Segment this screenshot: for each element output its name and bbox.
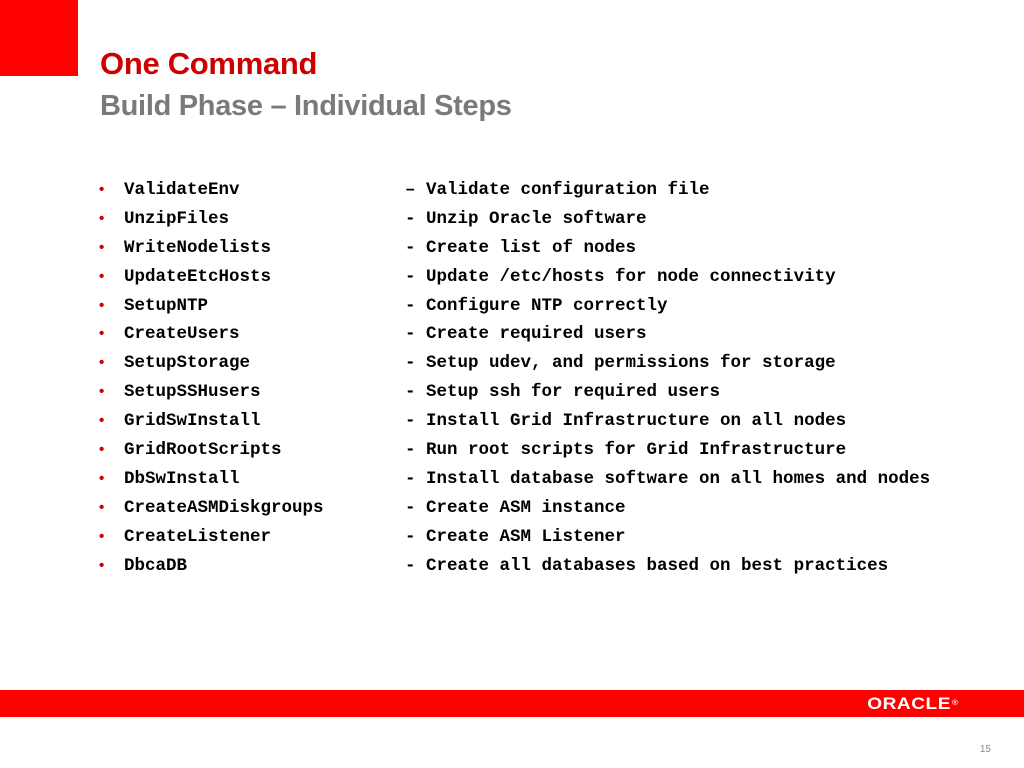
step-description: - Setup udev, and permissions for storage: [405, 353, 836, 374]
step-description: - Create ASM Listener: [405, 526, 626, 547]
step-name: SetupStorage: [124, 353, 251, 374]
bullet-icon: •: [99, 181, 105, 198]
step-description: - Install Grid Infrastructure on all nodes: [405, 411, 847, 432]
step-description: - Run root scripts for Grid Infrastructure: [405, 440, 847, 461]
step-name: ValidateEnv: [124, 180, 240, 200]
step-name: GridSwInstall: [124, 411, 261, 432]
oracle-logo: [867, 694, 958, 714]
bullet-icon: •: [99, 412, 105, 430]
step-name: WriteNodelists: [124, 237, 272, 258]
step-description: - Create list of nodes: [405, 237, 637, 258]
slide-subtitle: Build Phase – Individual Steps: [100, 90, 512, 122]
step-description: - Update /etc/hosts for node connectivity: [405, 266, 836, 287]
step-name: DbSwInstall: [124, 468, 240, 489]
step-name: GridRootScripts: [124, 440, 282, 461]
bullet-icon: •: [99, 267, 105, 285]
bullet-icon: •: [99, 498, 105, 516]
step-description: - Install database software on all homes and nodes: [405, 468, 931, 489]
bullet-icon: •: [99, 209, 105, 227]
bullet-icon: •: [99, 354, 105, 372]
step-description: - Unzip Oracle software: [405, 208, 647, 229]
step-name: UpdateEtcHosts: [124, 266, 272, 287]
step-name: DbcaDB: [124, 555, 188, 576]
step-name: SetupNTP: [124, 295, 209, 316]
page-number: 15: [979, 744, 991, 755]
bullet-icon: •: [99, 441, 105, 459]
step-name: CreateListener: [124, 526, 272, 547]
step-description: - Setup ssh for required users: [405, 382, 721, 403]
footer-bar: [0, 690, 1024, 717]
bullet-icon: •: [99, 469, 105, 487]
step-name: CreateASMDiskgroups: [124, 497, 324, 518]
corner-accent-block: [0, 0, 78, 76]
bullet-icon: •: [99, 556, 105, 574]
step-name: SetupSSHusers: [124, 382, 261, 403]
step-description: - Create ASM instance: [405, 497, 626, 518]
oracle-logo-text: ORACLE: [866, 694, 951, 713]
bullet-icon: •: [99, 238, 105, 256]
step-description: - Create required users: [405, 324, 647, 345]
step-description: – Validate configuration file: [405, 180, 710, 200]
bullet-icon: •: [99, 325, 105, 343]
step-name: UnzipFiles: [124, 208, 230, 229]
step-description: - Create all databases based on best practices: [405, 555, 889, 576]
bullet-icon: •: [99, 527, 105, 545]
slide-title: One Command: [100, 46, 318, 81]
step-name: CreateUsers: [124, 324, 240, 345]
step-description: - Configure NTP correctly: [405, 295, 668, 316]
registered-mark: ®: [951, 700, 958, 707]
bullet-icon: •: [99, 296, 105, 314]
bullet-icon: •: [99, 383, 105, 401]
